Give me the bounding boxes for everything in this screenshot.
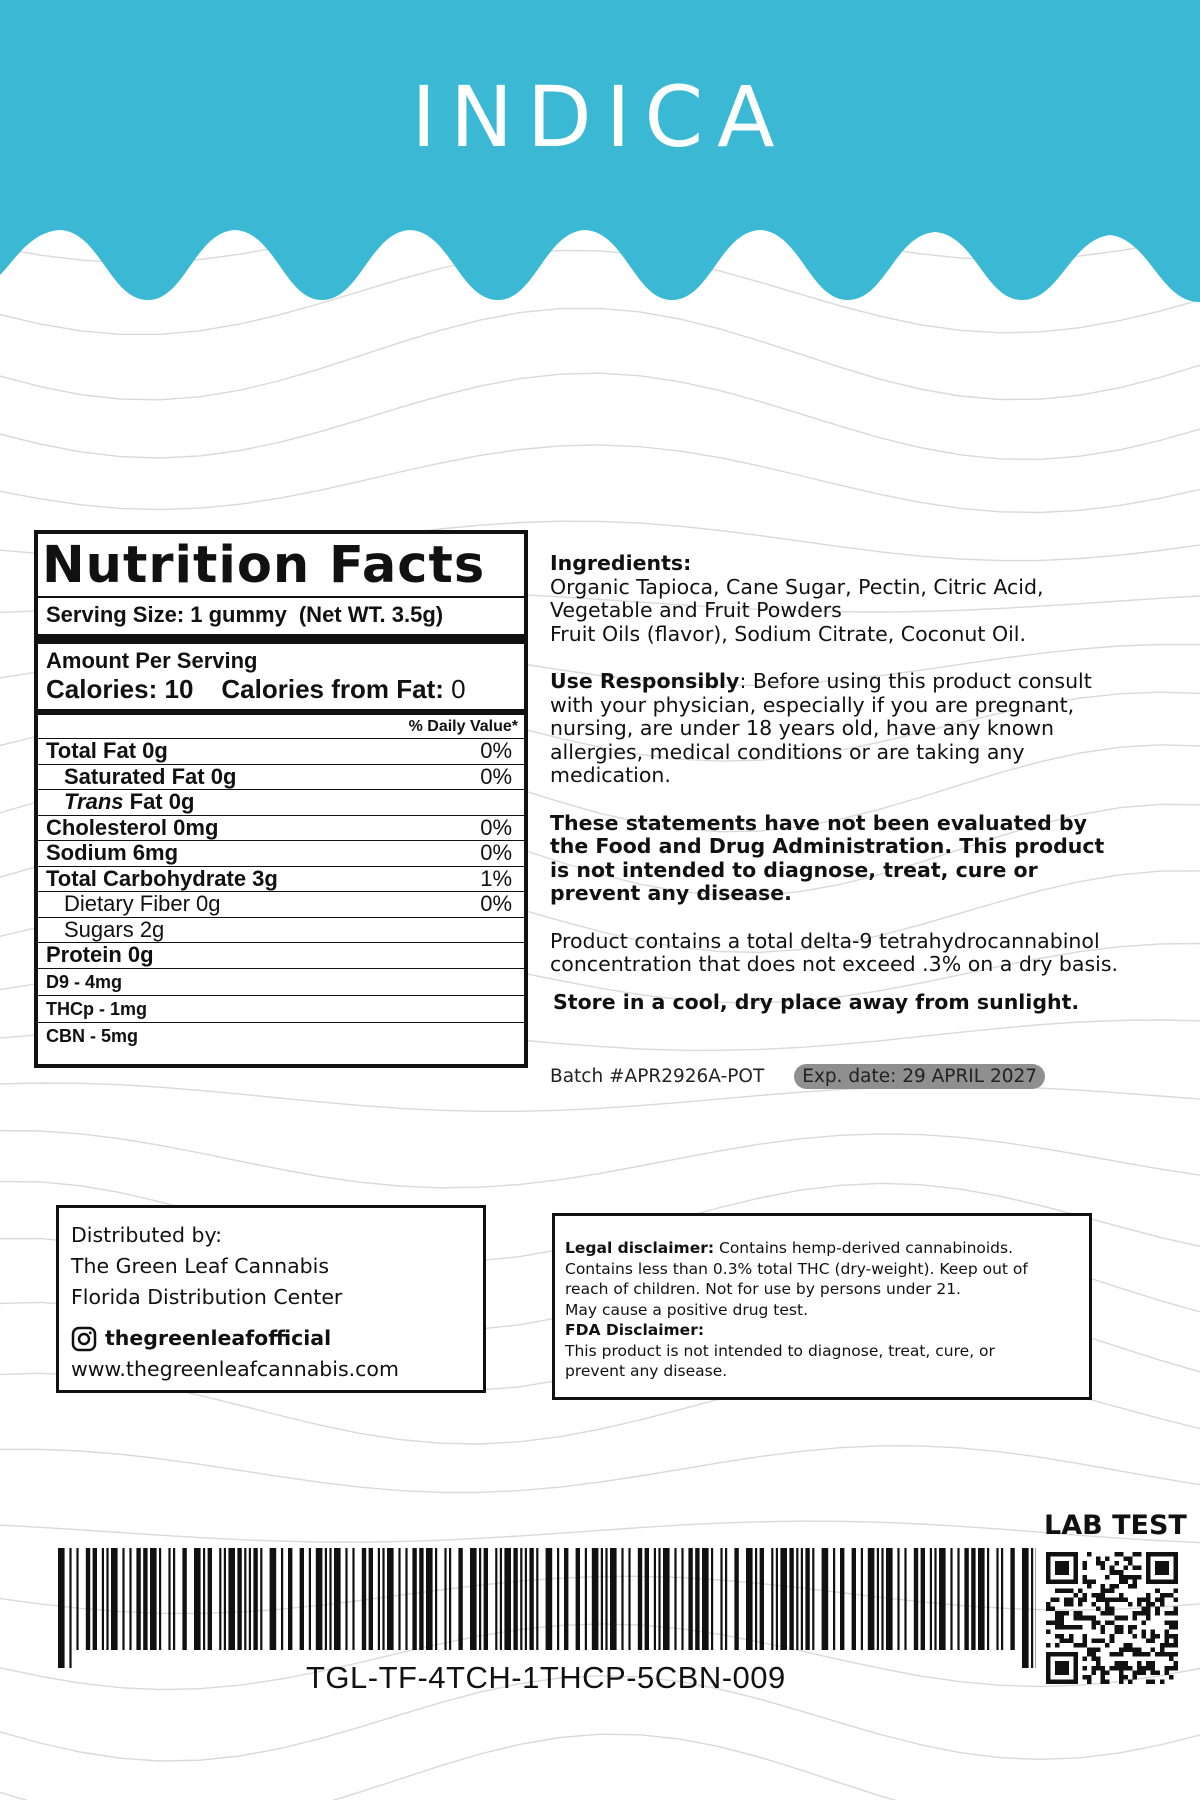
- topo-contour-line: [0, 373, 1200, 459]
- topo-contour-line: [0, 445, 1200, 513]
- barcode-bar: [369, 1548, 373, 1650]
- nutrition-facts-panel: [34, 530, 528, 1068]
- barcode-bar: [812, 1548, 814, 1650]
- barcode-bar: [536, 1548, 538, 1650]
- instagram-icon: [71, 1326, 97, 1352]
- fda-statement: These statements have not been evaluated by the Food and Drug Administration. This product is not intended to diagnose, treat, cure or prevent any disease.: [550, 810, 1105, 905]
- nutrient-row-protein: Protein 0g: [38, 942, 524, 968]
- legal-disclaimer-heading: Legal disclaimer:: [565, 1239, 715, 1257]
- barcode-bar: [950, 1548, 952, 1650]
- barcode-bar: [382, 1548, 384, 1650]
- barcode-bar: [897, 1548, 899, 1650]
- amount-per-serving-block: [38, 644, 524, 709]
- barcode-bar: [159, 1548, 161, 1650]
- calories-value: Calories: 10: [46, 674, 194, 704]
- barcode-bar: [93, 1548, 97, 1650]
- calories-line: [46, 674, 516, 705]
- barcode-bar: [102, 1548, 104, 1650]
- barcode-bar: [557, 1548, 559, 1650]
- use-responsibly-heading: Use Responsibly: [550, 669, 740, 693]
- nutrient-row-saturated-fat: Saturated Fat 0g 0%: [38, 764, 524, 790]
- barcode-bar: [996, 1548, 998, 1650]
- barcode-bar: [106, 1548, 108, 1650]
- barcode-bar: [780, 1548, 787, 1650]
- topo-contour-line: [0, 1521, 1200, 1544]
- website-link[interactable]: www.thegreenleafcannabis.com: [71, 1357, 399, 1381]
- nutrient-row-total-carbohydrate: Total Carbohydrate 3g 1%: [38, 866, 524, 892]
- barcode-bar: [585, 1548, 587, 1650]
- distributor-heading: Distributed by:: [71, 1223, 223, 1247]
- barcode-bar: [419, 1548, 423, 1650]
- nutrient-row-dietary-fiber: Dietary Fiber 0g 0%: [38, 891, 524, 917]
- barcode-bar: [638, 1548, 642, 1650]
- barcode-bar: [904, 1548, 906, 1650]
- barcode-bar: [576, 1548, 580, 1650]
- lab-test-qr-code-icon[interactable]: [1046, 1552, 1178, 1684]
- barcode-bar: [1022, 1548, 1029, 1668]
- nutrient-row-trans-fat: Trans Fat 0g: [38, 789, 524, 815]
- amount-per-serving-label: Amount Per Serving: [46, 648, 258, 673]
- barcode-bar: [513, 1548, 517, 1650]
- barcode-bar: [760, 1548, 764, 1650]
- barcode-bar: [746, 1548, 753, 1650]
- daily-value: 1%: [480, 865, 512, 891]
- distributor-box: [56, 1205, 486, 1393]
- barcode-bar: [914, 1548, 918, 1650]
- barcode-bar: [387, 1548, 394, 1650]
- barcode-bar: [362, 1548, 366, 1650]
- calories-from-fat-label: Calories from Fat:: [221, 674, 444, 704]
- barcode-bar: [645, 1548, 649, 1650]
- barcode-bar: [444, 1548, 446, 1650]
- barcode-bar: [546, 1548, 553, 1650]
- barcode-bar: [194, 1548, 201, 1650]
- product-strain-title: INDICA: [411, 68, 789, 166]
- barcode-bar: [939, 1548, 946, 1650]
- barcode-bar: [881, 1548, 883, 1650]
- nutrient-row-sugars: Sugars 2g: [38, 917, 524, 943]
- barcode-bar: [182, 1548, 186, 1650]
- barcode-bar: [203, 1548, 205, 1650]
- barcode-bar: [702, 1548, 709, 1650]
- barcode-bar: [237, 1548, 241, 1650]
- barcode-bar: [529, 1548, 533, 1650]
- barcode-bar: [253, 1548, 257, 1650]
- barcode-bar: [495, 1548, 497, 1650]
- barcode-bar: [458, 1548, 462, 1650]
- nutrient-row-total-fat: Total Fat 0g 0%: [38, 738, 524, 764]
- barcode-bar: [610, 1548, 617, 1650]
- topo-contour-line: [0, 1131, 1200, 1188]
- barcode-bar: [725, 1548, 727, 1650]
- batch-expiration-line: [550, 1064, 1045, 1089]
- barcode-bar: [796, 1548, 798, 1650]
- barcode-bar: [734, 1548, 738, 1650]
- barcode-bar: [316, 1548, 323, 1650]
- barcode-bar: [122, 1548, 124, 1650]
- barcode-bar: [412, 1548, 416, 1650]
- barcode-bar: [143, 1548, 147, 1650]
- barcode-bar: [76, 1548, 78, 1650]
- topo-contour-line: [0, 308, 1200, 399]
- barcode-bar: [789, 1548, 793, 1650]
- barcode-bar: [663, 1548, 670, 1650]
- use-responsibly-text: : Before using this product consult with your physician, especially if you are pregnant, nursing, are under 18 years old, have any known allergies, medical conditions or are taking any medication.: [550, 669, 1092, 787]
- barcode-bar: [921, 1548, 925, 1650]
- barcode-bar: [449, 1548, 451, 1650]
- barcode-bar: [822, 1548, 829, 1650]
- barcode-bar: [771, 1548, 773, 1650]
- barcode-bar: [852, 1548, 856, 1650]
- barcode-bar: [405, 1548, 407, 1650]
- barcode-bar: [628, 1548, 630, 1650]
- topo-contour-line: [0, 1734, 1200, 1800]
- barcode-bar: [260, 1548, 262, 1650]
- daily-value: 0%: [480, 738, 512, 763]
- barcode-bar: [426, 1548, 433, 1650]
- barcode-bar: [674, 1548, 676, 1650]
- barcode-bar: [378, 1548, 380, 1650]
- barcode-bar: [755, 1548, 757, 1650]
- barcode-bar: [208, 1548, 212, 1650]
- barcode-bar: [801, 1548, 803, 1650]
- barcode-bar: [224, 1548, 226, 1650]
- barcode-bar: [877, 1548, 879, 1650]
- barcode-bar: [654, 1548, 656, 1650]
- barcode-bar: [244, 1548, 246, 1650]
- barcode-bar: [621, 1548, 623, 1650]
- barcode-bar: [352, 1548, 354, 1650]
- barcode-bar: [150, 1548, 157, 1650]
- ingredients-line-2: Vegetable and Fruit Powders: [550, 598, 842, 622]
- barcode-bar: [861, 1548, 863, 1650]
- barcode-bar: [601, 1548, 603, 1650]
- ingredients-line-3: Fruit Oils (flavor), Sodium Citrate, Coconut Oil.: [550, 621, 1027, 646]
- barcode-bar: [886, 1548, 893, 1650]
- barcode-bar: [987, 1548, 989, 1650]
- barcode-bar: [525, 1548, 527, 1650]
- barcode-bar: [129, 1548, 131, 1650]
- barcode-bar: [720, 1548, 722, 1650]
- fda-disclaimer-heading: FDA Disclaimer:: [565, 1321, 705, 1339]
- barcode-bar: [564, 1548, 568, 1650]
- barcode-bar: [776, 1548, 778, 1650]
- barcode-bar: [479, 1548, 481, 1650]
- ingredients-heading: Ingredients:: [550, 551, 692, 575]
- cannabinoid-row-d9: D9 - 4mg: [38, 968, 524, 995]
- barcode-bar: [470, 1548, 477, 1650]
- barcode-bar: [111, 1548, 118, 1650]
- barcode-bar: [681, 1548, 683, 1650]
- barcode-bar: [281, 1548, 283, 1650]
- ingredients-line-1: Organic Tapioca, Cane Sugar, Pectin, Citric Acid,: [550, 574, 1044, 599]
- calories-from-fat-value: 0: [451, 674, 466, 704]
- barcode-bar: [520, 1548, 522, 1650]
- barcode-bar: [219, 1548, 221, 1650]
- barcode-bar: [978, 1548, 985, 1650]
- barcode-bar: [504, 1548, 511, 1650]
- lab-test-label: LAB TEST: [1044, 1510, 1187, 1541]
- barcode-bar: [1001, 1548, 1003, 1650]
- daily-value: 0%: [480, 840, 512, 865]
- barcode-bar: [930, 1548, 932, 1650]
- barcode-bar: [711, 1548, 713, 1650]
- barcode-bar: [329, 1548, 331, 1650]
- barcode-bar: [249, 1548, 251, 1650]
- barcode-bar: [695, 1548, 699, 1650]
- topo-contour-line: [0, 1446, 1200, 1493]
- distributor-name: The Green Leaf Cannabis: [71, 1254, 330, 1278]
- product-info-column: [550, 552, 1130, 1038]
- net-weight: (Net WT. 3.5g): [298, 602, 444, 627]
- barcode-bar: [605, 1548, 607, 1650]
- barcode-bar: [868, 1548, 875, 1650]
- barcode-bar: [500, 1548, 502, 1650]
- nutrient-row-sodium: Sodium 6mg 0%: [38, 840, 524, 866]
- barcode-bar: [484, 1548, 488, 1650]
- barcode-bar: [228, 1548, 235, 1650]
- daily-value: 0%: [480, 891, 512, 916]
- barcode-bar: [398, 1548, 400, 1650]
- use-responsibly-block: [550, 670, 1130, 788]
- barcode-bar: [833, 1548, 835, 1650]
- barcode-bar: [592, 1548, 599, 1650]
- daily-value-header: % Daily Value*: [408, 718, 518, 735]
- storage-instructions: Store in a cool, dry place away from sunlight.: [553, 989, 1080, 1014]
- expiration-date-badge: Exp. date: 29 APRIL 2027: [794, 1064, 1045, 1089]
- batch-number: Batch #APR2926A-POT: [550, 1066, 765, 1087]
- barcode-bar: [1031, 1548, 1033, 1668]
- barcode-bar: [805, 1548, 809, 1650]
- barcode-bar: [971, 1548, 975, 1650]
- daily-value: 0%: [480, 814, 512, 840]
- barcode: [58, 1548, 1036, 1668]
- barcode-bar: [86, 1548, 90, 1650]
- cannabinoid-row-thcp: THCp - 1mg: [38, 995, 524, 1022]
- barcode-bar: [300, 1548, 304, 1650]
- barcode-bar: [270, 1548, 277, 1650]
- thc-statement: Product contains a total delta-9 tetrahydrocannabinol concentration that does not exceed .3% on a dry basis.: [550, 928, 1119, 976]
- barcode-bar: [334, 1548, 341, 1650]
- barcode-bar: [1010, 1548, 1014, 1650]
- distributor-location: Florida Distribution Center: [71, 1285, 343, 1309]
- barcode-bar: [345, 1548, 347, 1650]
- barcode-bar: [934, 1548, 936, 1650]
- barcode-bar: [173, 1548, 175, 1650]
- nutrient-row-cholesterol: Cholesterol 0mg 0%: [38, 815, 524, 841]
- serving-size: [38, 596, 524, 634]
- instagram-handle-row[interactable]: [71, 1323, 471, 1354]
- ingredients-block: [550, 552, 1130, 646]
- barcode-number: TGL-TF-4TCH-1THCP-5CBN-009: [306, 1660, 786, 1695]
- legal-disclaimer-box: Legal disclaimer: Contains hemp-derived cannabinoids. Contains less than 0.3% total THC (dry-weight). Keep out of reach of children. Not for use by persons under 21. May cause a positive drug test. FDA Disclaimer: This product is not intended to diagnose, treat, cure, or prevent any disease.: [552, 1213, 1092, 1400]
- divider-thick: [38, 634, 524, 644]
- barcode-bar: [288, 1548, 292, 1650]
- barcode-bar: [840, 1548, 844, 1650]
- barcode-bar: [168, 1548, 170, 1650]
- barcode-bar: [964, 1548, 968, 1650]
- barcode-bar: [309, 1548, 311, 1650]
- daily-value: 0%: [480, 763, 512, 789]
- barcode-bar: [435, 1548, 437, 1650]
- barcode-bar: [58, 1548, 65, 1668]
- barcode-bar: [136, 1548, 140, 1650]
- nutrition-facts-title: Nutrition Facts: [42, 536, 486, 595]
- barcode-bar: [957, 1548, 959, 1650]
- serving-size-label: Serving Size: 1 gummy: [46, 602, 287, 627]
- barcode-bar: [325, 1548, 327, 1650]
- instagram-handle: thegreenleafofficial: [105, 1326, 332, 1350]
- barcode-bar: [69, 1548, 71, 1668]
- cannabinoid-row-cbn: CBN - 5mg: [38, 1022, 524, 1049]
- barcode-bar: [688, 1548, 692, 1650]
- barcode-bar: [658, 1548, 660, 1650]
